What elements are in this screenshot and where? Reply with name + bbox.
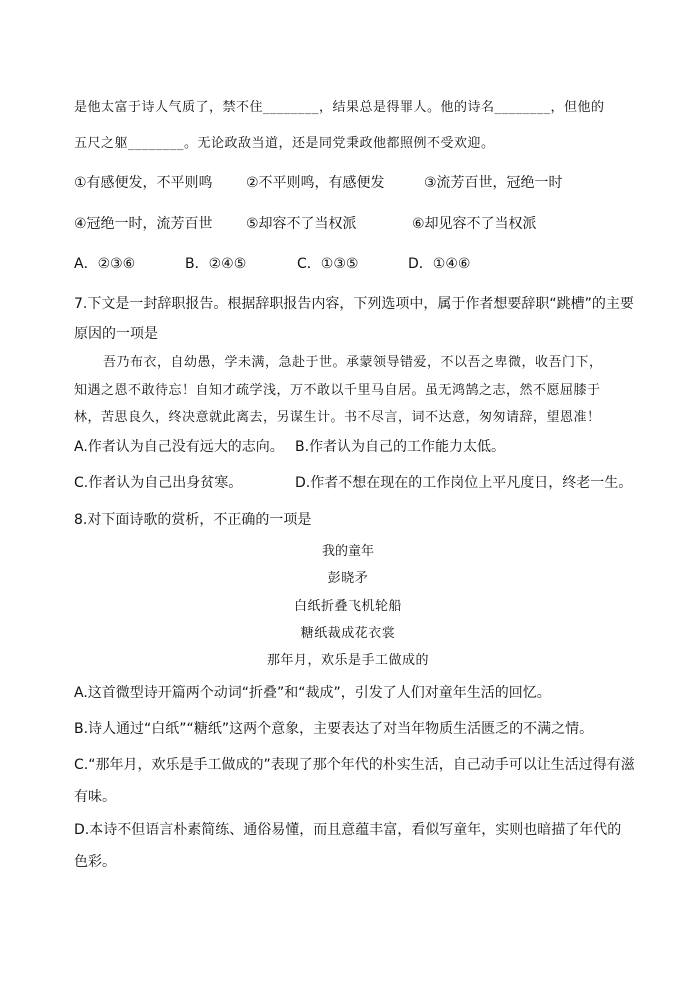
q6-option-c: C．①③⑤: [297, 256, 359, 272]
q8-stem: 8.对下面诗歌的赏析，不正确的一项是: [74, 512, 312, 528]
q6-option-b: B．②④⑤: [185, 256, 247, 272]
q6-option-d: D．①④⑥: [408, 256, 471, 272]
q6-item-6: ⑥却见容不了当权派: [412, 216, 537, 232]
poem-author: 彭晓矛: [327, 571, 369, 586]
q7-option-d: D.作者不想在现在的工作岗位上平凡度日，终老一生。: [295, 475, 633, 491]
q7-stem-line-1: 7.下文是一封辞职报告。根据辞职报告内容，下列选项中，属于作者想要辞职“跳槽”的主要: [74, 296, 634, 312]
q6-item-4: ④冠绝一时，流芳百世: [74, 216, 213, 232]
q8-option-d-line-1: D.本诗不但语言朴素简练、通俗易懂，而且意蕴丰富，看似写童年，实则也暗描了年代的: [74, 822, 622, 838]
q6-item-2: ②不平则鸣，有感便发: [246, 175, 385, 191]
q6-text-line-1: 是他太富于诗人气质了，禁不住________，结果总是得罪人。他的诗名________，但他的: [74, 100, 605, 115]
q6-item-1: ①有感便发，不平则鸣: [74, 175, 213, 191]
q7-passage-line-2: 知遇之恩不敢待忘！自知才疏学浅，万不敢以千里马自居。虽无鸿鹄之志，然不愿屈膝于: [74, 383, 601, 398]
q8-option-b: B.诗人通过“白纸”“糖纸”这两个意象，主要表达了对当年物质生活匮乏的不满之情。: [74, 721, 594, 737]
poem-line-2: 糖纸裁成花衣裳: [300, 626, 396, 641]
poem-line-1: 白纸折叠飞机轮船: [293, 599, 402, 614]
poem-line-3: 那年月，欢乐是手工做成的: [266, 653, 429, 668]
q7-passage-line-1: 吾乃布衣，自幼愚，学未满，急赴于世。承蒙领导错爱，不以吾之卑微，收吾门下，: [103, 355, 603, 370]
q6-option-a: A．②③⑥: [74, 256, 136, 272]
q8-option-c-line-2: 有味。: [74, 789, 116, 805]
q7-option-a: A.作者认为自己没有远大的志向。: [74, 439, 284, 455]
q8-option-a: A.这首微型诗开篇两个动词“折叠”和“裁成”，引发了人们对童年生活的回忆。: [74, 685, 551, 701]
q7-option-c: C.作者认为自己出身贫寒。: [74, 475, 243, 491]
q8-option-d-line-2: 色彩。: [74, 854, 116, 870]
q7-passage-line-3: 林，苦思良久，终决意就此离去，另谋生计。书不尽言，词不达意，匆匆请辞，望恩准！: [74, 410, 601, 425]
q6-item-5: ⑤却容不了当权派: [246, 216, 357, 232]
q8-option-c-line-1: C.“那年月，欢乐是手工做成的”表现了那个年代的朴实生活，自己动手可以让生活过得有滋: [74, 757, 635, 773]
q6-item-3: ③流芳百世，冠绝一时: [424, 175, 563, 191]
q7-stem-line-2: 原因的一项是: [74, 326, 158, 342]
poem-title: 我的童年: [321, 544, 374, 559]
q7-option-b: B.作者认为自己的工作能力太低。: [295, 439, 506, 455]
q6-text-line-2: 五尺之躯________。无论政敌当道，还是同党秉政他都照例不受欢迎。: [74, 136, 495, 151]
